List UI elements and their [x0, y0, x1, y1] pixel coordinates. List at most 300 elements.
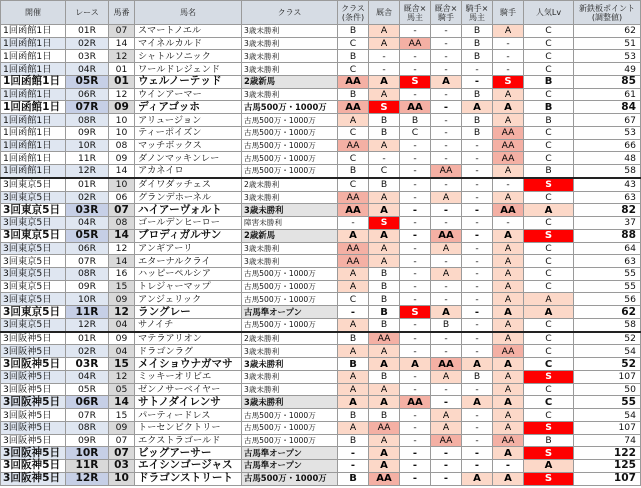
- grade-jockey-owner: -: [462, 75, 493, 88]
- grade-stable-owner: -: [400, 268, 431, 281]
- grade-jockey: A: [493, 114, 524, 127]
- grade-jockey: -: [493, 460, 524, 473]
- grade-jockey: A: [493, 255, 524, 268]
- grade-stable-owner: AA: [400, 101, 431, 114]
- grade-stable: B: [369, 280, 400, 293]
- grade-stable-jockey: -: [431, 178, 462, 191]
- meet-cell: 3回東京5日: [1, 191, 66, 204]
- horse-number-cell: 16: [109, 268, 135, 281]
- grade-jockey: A: [493, 421, 524, 434]
- table-row[interactable]: [1, 358, 641, 371]
- horse-number-cell: 10: [109, 126, 135, 139]
- meet-cell: 3回東京5日: [1, 242, 66, 255]
- grade-jockey-owner: -: [462, 421, 493, 434]
- meet-cell: 3回東京5日: [1, 306, 66, 319]
- race-cell: 10R: [66, 139, 109, 152]
- grade-stable-jockey: -: [431, 152, 462, 165]
- table-row[interactable]: [1, 152, 641, 165]
- horse-name-cell: エターナルクライ: [135, 255, 242, 268]
- table-row[interactable]: [1, 191, 641, 204]
- race-cell: 01R: [66, 332, 109, 345]
- grade-stable-jockey: A: [431, 421, 462, 434]
- grade-class-condition: C: [338, 293, 369, 306]
- grade-jockey-owner: -: [462, 165, 493, 178]
- grade-stable-owner: -: [400, 370, 431, 383]
- grade-popularity-level: C: [524, 409, 574, 422]
- grade-jockey: A: [493, 280, 524, 293]
- grade-stable: A: [369, 434, 400, 447]
- grade-stable: B: [369, 178, 400, 191]
- grade-stable-owner: C: [400, 126, 431, 139]
- grade-stable: A: [369, 255, 400, 268]
- table-row[interactable]: [1, 101, 641, 114]
- grade-stable-owner: -: [400, 165, 431, 178]
- meet-cell: 3回東京5日: [1, 293, 66, 306]
- grade-stable: C: [369, 165, 400, 178]
- horse-number-cell: 15: [109, 358, 135, 371]
- horse-number-cell: 04: [109, 318, 135, 331]
- grade-popularity-level: C: [524, 88, 574, 101]
- race-cell: 09R: [66, 126, 109, 139]
- points-cell: 55: [574, 396, 641, 409]
- grade-stable-owner: -: [400, 50, 431, 63]
- class-cell: 3歳未勝利: [242, 204, 338, 217]
- horse-name-cell: メイショウナガマサ: [135, 358, 242, 371]
- table-row[interactable]: [1, 409, 641, 422]
- grade-jockey-owner: B: [462, 50, 493, 63]
- grade-stable: A: [369, 25, 400, 38]
- grade-jockey: A: [493, 229, 524, 242]
- grade-stable: A: [369, 37, 400, 50]
- class-cell: 3歳未勝利: [242, 88, 338, 101]
- grade-stable-jockey: -: [431, 204, 462, 217]
- grade-jockey: -: [493, 178, 524, 191]
- table-row[interactable]: [1, 242, 641, 255]
- points-cell: 48: [574, 152, 641, 165]
- meet-cell: 3回阪神5日: [1, 358, 66, 371]
- meet-cell: 3回阪神5日: [1, 472, 66, 485]
- grade-stable-owner: -: [400, 139, 431, 152]
- horse-number-cell: 01: [109, 75, 135, 88]
- table-row[interactable]: [1, 75, 641, 88]
- horse-number-cell: 04: [109, 345, 135, 358]
- meet-cell: 3回阪神5日: [1, 447, 66, 460]
- class-cell: 古馬500万・1000万: [242, 409, 338, 422]
- grade-popularity-level: C: [524, 268, 574, 281]
- horse-number-cell: 12: [109, 242, 135, 255]
- table-row[interactable]: [1, 25, 641, 38]
- points-cell: 66: [574, 139, 641, 152]
- table-row[interactable]: [1, 370, 641, 383]
- horse-name-cell: アリュージョン: [135, 114, 242, 127]
- table-row[interactable]: [1, 50, 641, 63]
- grade-jockey-owner: -: [462, 204, 493, 217]
- meet-cell: 3回東京5日: [1, 229, 66, 242]
- points-cell: 52: [574, 332, 641, 345]
- grade-popularity-level: S: [524, 178, 574, 191]
- grade-jockey-owner: -: [462, 332, 493, 345]
- points-cell: 54: [574, 409, 641, 422]
- grade-jockey-owner: -: [462, 217, 493, 230]
- table-row[interactable]: [1, 229, 641, 242]
- table-row[interactable]: [1, 332, 641, 345]
- grade-popularity-level: B: [524, 434, 574, 447]
- points-cell: 67: [574, 114, 641, 127]
- horse-name-cell: マテラアリオン: [135, 332, 242, 345]
- grade-class-condition: A: [338, 280, 369, 293]
- grade-class-condition: B: [338, 165, 369, 178]
- race-cell: 08R: [66, 268, 109, 281]
- grade-stable-owner: AA: [400, 396, 431, 409]
- grade-stable-jockey: -: [431, 88, 462, 101]
- table-row[interactable]: [1, 345, 641, 358]
- header-jockey-owner[interactable]: 騎手× 馬主: [462, 1, 493, 25]
- table-row[interactable]: [1, 114, 641, 127]
- grade-class-condition: AA: [338, 242, 369, 255]
- grade-stable-jockey: -: [431, 50, 462, 63]
- points-cell: 107: [574, 421, 641, 434]
- horse-number-cell: 14: [109, 255, 135, 268]
- grade-stable-owner: -: [400, 88, 431, 101]
- horse-name-cell: トーセンビクトリー: [135, 421, 242, 434]
- grade-jockey-owner: A: [462, 396, 493, 409]
- grade-popularity-level: C: [524, 255, 574, 268]
- grade-jockey-owner: A: [462, 358, 493, 371]
- grade-jockey: A: [493, 318, 524, 331]
- grade-stable-owner: -: [400, 217, 431, 230]
- grade-popularity-level: C: [524, 396, 574, 409]
- horse-number-cell: 14: [109, 229, 135, 242]
- grade-stable: A: [369, 447, 400, 460]
- horse-number-cell: 10: [109, 472, 135, 485]
- grade-class-condition: AA: [338, 204, 369, 217]
- grade-jockey-owner: B: [462, 88, 493, 101]
- points-cell: 52: [574, 358, 641, 371]
- table-row[interactable]: [1, 460, 641, 473]
- table-row[interactable]: [1, 217, 641, 230]
- race-cell: 06R: [66, 396, 109, 409]
- horse-name-cell: ブロディガルサン: [135, 229, 242, 242]
- grade-jockey-owner: A: [462, 472, 493, 485]
- horse-number-cell: 08: [109, 139, 135, 152]
- grade-stable-owner: -: [400, 434, 431, 447]
- table-row[interactable]: [1, 280, 641, 293]
- grade-jockey-owner: -: [462, 191, 493, 204]
- grade-stable-owner: -: [400, 345, 431, 358]
- grade-popularity-level: C: [524, 217, 574, 230]
- grade-class-condition: C: [338, 37, 369, 50]
- grade-jockey-owner: -: [462, 306, 493, 319]
- horse-name-cell: ドラゴンストリート: [135, 472, 242, 485]
- class-cell: 古馬500万・1000万: [242, 152, 338, 165]
- grade-popularity-level: B: [524, 114, 574, 127]
- class-cell: 古馬500万・1000万: [242, 126, 338, 139]
- grade-stable-jockey: -: [431, 383, 462, 396]
- grade-stable-owner: B: [400, 114, 431, 127]
- class-cell: 古馬500万・1000万: [242, 165, 338, 178]
- grade-popularity-level: C: [524, 383, 574, 396]
- grade-jockey: A: [493, 191, 524, 204]
- grade-jockey: A: [493, 101, 524, 114]
- horse-name-cell: ハッピーペルシア: [135, 268, 242, 281]
- table-row[interactable]: [1, 37, 641, 50]
- grade-popularity-level: B: [524, 75, 574, 88]
- grade-stable-jockey: -: [431, 63, 462, 76]
- grade-stable-jockey: A: [431, 268, 462, 281]
- grade-jockey-owner: B: [462, 114, 493, 127]
- race-cell: 08R: [66, 421, 109, 434]
- class-cell: 古馬500万・1000万: [242, 318, 338, 331]
- grade-stable: A: [369, 139, 400, 152]
- points-cell: 63: [574, 191, 641, 204]
- race-cell: 02R: [66, 37, 109, 50]
- grade-popularity-level: A: [524, 306, 574, 319]
- points-cell: 84: [574, 101, 641, 114]
- table-row[interactable]: [1, 306, 641, 319]
- points-cell: 107: [574, 472, 641, 485]
- table-row[interactable]: [1, 126, 641, 139]
- horse-number-cell: 07: [109, 434, 135, 447]
- table-header: [1, 1, 641, 25]
- meet-cell: 1回函館1日: [1, 139, 66, 152]
- class-cell: 3歳未勝利: [242, 50, 338, 63]
- horse-name-cell: トレジャーマップ: [135, 280, 242, 293]
- grade-stable-owner: A: [400, 358, 431, 371]
- grade-stable-owner: -: [400, 421, 431, 434]
- grade-stable-jockey: -: [431, 396, 462, 409]
- horse-number-cell: 06: [109, 191, 135, 204]
- meet-cell: 1回函館1日: [1, 126, 66, 139]
- grade-class-condition: AA: [338, 255, 369, 268]
- race-cell: 03R: [66, 50, 109, 63]
- header-meet[interactable]: 開催: [1, 1, 66, 25]
- grade-jockey: A: [493, 165, 524, 178]
- grade-jockey-owner: -: [462, 280, 493, 293]
- meet-cell: 1回函館1日: [1, 101, 66, 114]
- grade-jockey: AA: [493, 126, 524, 139]
- grade-stable-jockey: -: [431, 37, 462, 50]
- grade-stable-owner: -: [400, 318, 431, 331]
- table-row[interactable]: [1, 396, 641, 409]
- meet-cell: 3回阪神5日: [1, 370, 66, 383]
- header-stable-owner[interactable]: 厩舎× 馬主: [400, 1, 431, 25]
- table-row[interactable]: [1, 88, 641, 101]
- table-row[interactable]: [1, 204, 641, 217]
- horse-name-cell: ダノンマッキンレー: [135, 152, 242, 165]
- header-stable[interactable]: 厩舎: [369, 1, 400, 25]
- grade-popularity-level: C: [524, 139, 574, 152]
- race-cell: 07R: [66, 255, 109, 268]
- class-cell: 古馬500万・1000万: [242, 293, 338, 306]
- grade-class-condition: B: [338, 472, 369, 485]
- meet-cell: 1回函館1日: [1, 50, 66, 63]
- horse-name-cell: パーティードレス: [135, 409, 242, 422]
- table-row[interactable]: [1, 139, 641, 152]
- grade-jockey-owner: -: [462, 383, 493, 396]
- points-cell: 50: [574, 383, 641, 396]
- grade-stable: A: [369, 204, 400, 217]
- table-row[interactable]: [1, 293, 641, 306]
- points-cell: 58: [574, 318, 641, 331]
- points-cell: 49: [574, 63, 641, 76]
- meet-cell: 1回函館1日: [1, 165, 66, 178]
- race-cell: 12R: [66, 165, 109, 178]
- race-cell: 03R: [66, 204, 109, 217]
- header-jockey[interactable]: 騎手: [493, 1, 524, 25]
- table-row[interactable]: [1, 421, 641, 434]
- race-cell: 02R: [66, 191, 109, 204]
- grade-jockey: -: [493, 217, 524, 230]
- grade-stable-jockey: -: [431, 139, 462, 152]
- grade-jockey: A: [493, 242, 524, 255]
- class-cell: 古馬500万・1000万: [242, 139, 338, 152]
- table-row[interactable]: [1, 165, 641, 178]
- grade-class-condition: AA: [338, 101, 369, 114]
- points-cell: 37: [574, 217, 641, 230]
- grade-stable: AA: [369, 332, 400, 345]
- grade-jockey: S: [493, 75, 524, 88]
- grade-popularity-level: C: [524, 242, 574, 255]
- race-cell: 09R: [66, 280, 109, 293]
- table-row[interactable]: [1, 178, 641, 191]
- meet-cell: 3回東京5日: [1, 217, 66, 230]
- grade-stable: AA: [369, 421, 400, 434]
- class-cell: 3歳未勝利: [242, 345, 338, 358]
- horse-number-cell: 09: [109, 293, 135, 306]
- grade-class-condition: A: [338, 370, 369, 383]
- header-points[interactable]: 新鉄板ポイント (調整値): [574, 1, 641, 25]
- grade-stable-jockey: -: [431, 460, 462, 473]
- table-row[interactable]: [1, 383, 641, 396]
- horse-name-cell: サノイチ: [135, 318, 242, 331]
- race-cell: 10R: [66, 293, 109, 306]
- race-cell: 01R: [66, 178, 109, 191]
- grade-stable-owner: -: [400, 242, 431, 255]
- grade-stable-jockey: A: [431, 75, 462, 88]
- horse-number-cell: 07: [109, 204, 135, 217]
- grade-class-condition: -: [338, 217, 369, 230]
- grade-jockey: -: [493, 63, 524, 76]
- class-cell: 古馬500万・1000万: [242, 268, 338, 281]
- grade-stable-jockey: A: [431, 409, 462, 422]
- table-row[interactable]: [1, 434, 641, 447]
- grade-class-condition: B: [338, 88, 369, 101]
- meet-cell: 3回阪神5日: [1, 460, 66, 473]
- meet-cell: 3回東京5日: [1, 318, 66, 331]
- table-row[interactable]: [1, 318, 641, 331]
- race-cell: 07R: [66, 409, 109, 422]
- class-cell: 古馬準オープン: [242, 460, 338, 473]
- header-race[interactable]: レース: [66, 1, 109, 25]
- grade-class-condition: B: [338, 332, 369, 345]
- race-cell: 11R: [66, 152, 109, 165]
- points-cell: 62: [574, 306, 641, 319]
- points-cell: 43: [574, 178, 641, 191]
- grade-popularity-level: C: [524, 126, 574, 139]
- race-cell: 03R: [66, 358, 109, 371]
- grade-jockey-owner: -: [462, 434, 493, 447]
- grade-jockey: -: [493, 50, 524, 63]
- grade-stable-owner: S: [400, 306, 431, 319]
- grade-popularity-level: S: [524, 229, 574, 242]
- class-cell: 2歳未勝利: [242, 332, 338, 345]
- race-cell: 05R: [66, 75, 109, 88]
- table-row[interactable]: [1, 255, 641, 268]
- header-horse-number[interactable]: 馬番: [109, 1, 135, 25]
- grade-popularity-level: C: [524, 25, 574, 38]
- grade-stable-owner: S: [400, 75, 431, 88]
- grade-stable-owner: -: [400, 280, 431, 293]
- points-cell: 125: [574, 460, 641, 473]
- horse-number-cell: 15: [109, 280, 135, 293]
- header-class[interactable]: クラス: [242, 1, 338, 25]
- grade-class-condition: C: [338, 152, 369, 165]
- meet-cell: 3回東京5日: [1, 204, 66, 217]
- header-popularity-level[interactable]: 人気Lv: [524, 1, 574, 25]
- grade-stable-owner: -: [400, 409, 431, 422]
- grade-stable-jockey: A: [431, 191, 462, 204]
- horse-name-cell: エイシンゴージャス: [135, 460, 242, 473]
- grade-class-condition: A: [338, 383, 369, 396]
- horse-name-cell: ドラゴンラグ: [135, 345, 242, 358]
- grade-class-condition: A: [338, 114, 369, 127]
- grade-stable: A: [369, 358, 400, 371]
- table-row[interactable]: [1, 63, 641, 76]
- race-cell: 02R: [66, 345, 109, 358]
- meet-cell: 3回阪神5日: [1, 396, 66, 409]
- horse-number-cell: 14: [109, 396, 135, 409]
- points-cell: 55: [574, 268, 641, 281]
- class-cell: 古馬500万・1000万: [242, 472, 338, 485]
- horse-number-cell: 12: [109, 306, 135, 319]
- header-horse-name[interactable]: 馬名: [135, 1, 242, 25]
- meet-cell: 3回東京5日: [1, 280, 66, 293]
- points-cell: 85: [574, 75, 641, 88]
- grade-stable: A: [369, 345, 400, 358]
- race-cell: 12R: [66, 472, 109, 485]
- horse-name-cell: アカネイロ: [135, 165, 242, 178]
- horse-number-cell: 15: [109, 409, 135, 422]
- grade-class-condition: C: [338, 63, 369, 76]
- points-cell: 58: [574, 165, 641, 178]
- grade-popularity-level: C: [524, 50, 574, 63]
- class-cell: 3歳未勝利: [242, 396, 338, 409]
- points-cell: 63: [574, 255, 641, 268]
- header-stable-jockey[interactable]: 厩舎× 騎手: [431, 1, 462, 25]
- grade-popularity-level: C: [524, 63, 574, 76]
- grade-stable-owner: -: [400, 332, 431, 345]
- table-row[interactable]: [1, 268, 641, 281]
- class-cell: 古馬500万・1000万: [242, 434, 338, 447]
- grade-class-condition: A: [338, 229, 369, 242]
- table-row[interactable]: [1, 447, 641, 460]
- grade-popularity-level: C: [524, 37, 574, 50]
- grade-class-condition: C: [338, 126, 369, 139]
- grade-stable-owner: -: [400, 255, 431, 268]
- grade-stable: S: [369, 101, 400, 114]
- grade-stable-jockey: -: [431, 101, 462, 114]
- table-row[interactable]: [1, 472, 641, 485]
- header-class-condition[interactable]: クラス (条件): [338, 1, 369, 25]
- grade-jockey: A: [493, 332, 524, 345]
- grade-stable-owner: -: [400, 383, 431, 396]
- horse-number-cell: 10: [109, 114, 135, 127]
- class-cell: 3歳未勝利: [242, 63, 338, 76]
- grade-jockey-owner: B: [462, 25, 493, 38]
- meet-cell: 1回函館1日: [1, 25, 66, 38]
- horse-number-cell: 05: [109, 383, 135, 396]
- grade-class-condition: A: [338, 345, 369, 358]
